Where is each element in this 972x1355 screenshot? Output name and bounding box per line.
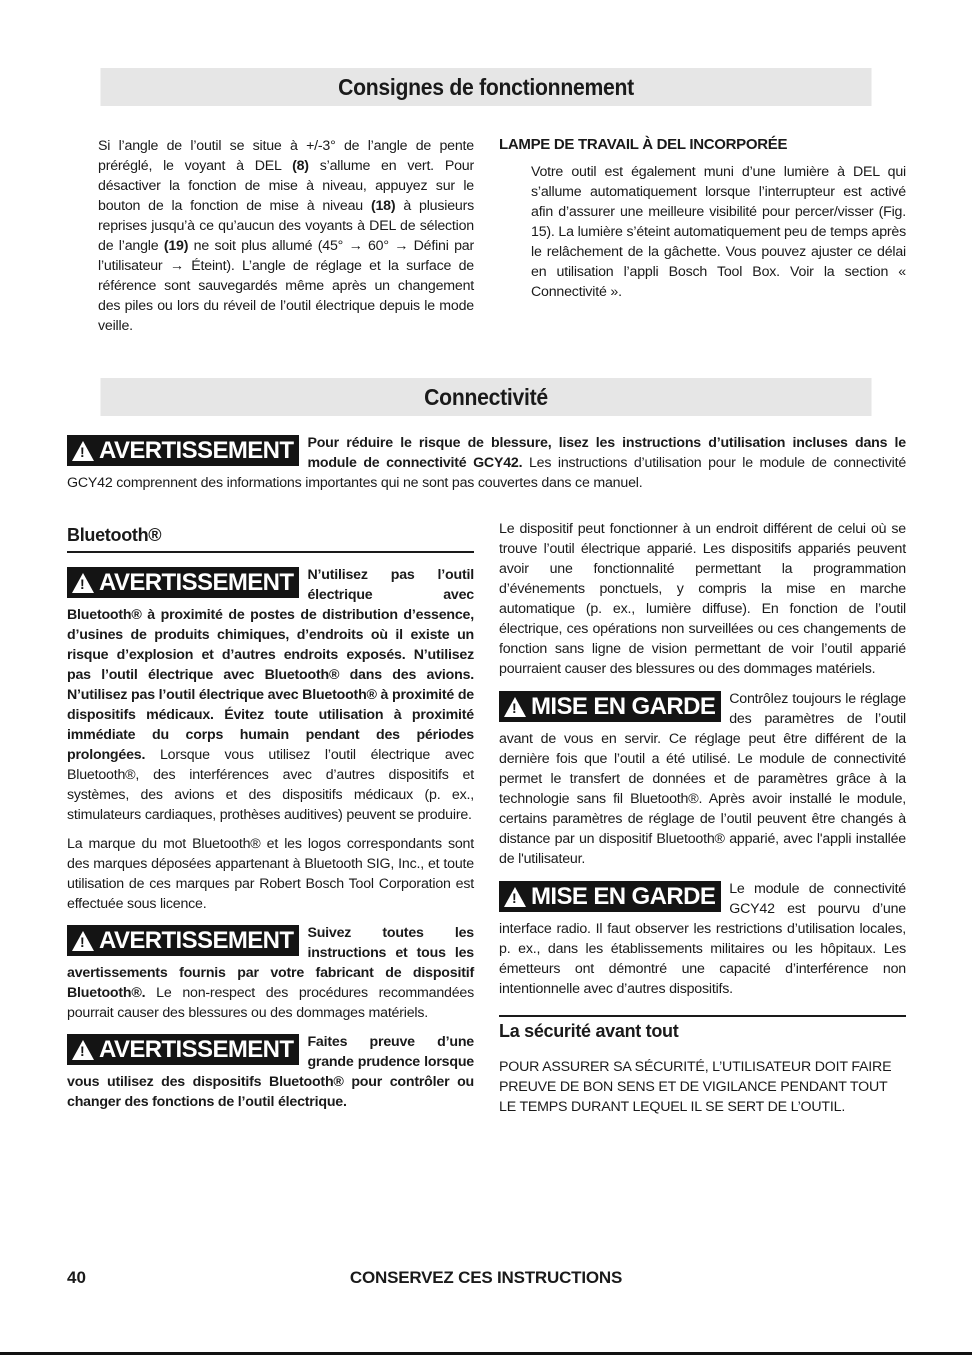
page-number: 40 bbox=[67, 1268, 86, 1287]
text-run: Si l’angle de l’outil se situe à +/-3° de l’angle de pente préréglé, le voyant à DEL bbox=[98, 138, 474, 174]
trademark-paragraph: La marque du mot Bluetooth® et les logos correspondants sont des marques déposées appartenant à Bluetooth SIG, Inc., et toute utilisation de ces marques par Robert Bosch Tool Corporation est effectuée sous licence. bbox=[67, 836, 474, 912]
leveling-paragraph bbox=[98, 136, 474, 336]
ref-number: (18) bbox=[370, 198, 396, 214]
warning-bold-text: Suivez toutes les instructions et tous les avertissements fournis par votre fabricant de dispositif Bluetooth®. bbox=[67, 925, 474, 1001]
warning-label: AVERTISSEMENT bbox=[99, 927, 294, 954]
warning-triangle-icon bbox=[72, 573, 94, 593]
led-lamp-section bbox=[499, 135, 906, 302]
caution-label: MISE EN GARDE bbox=[531, 883, 716, 910]
caution-2 bbox=[499, 879, 906, 999]
bluetooth-title: Bluetooth® bbox=[67, 522, 474, 553]
led-lamp-title: LAMPE DE TRAVAIL À DEL INCORPORÉE bbox=[499, 136, 788, 153]
text-run: à plusieurs reprises jusqu’à ce qu’aucun des voyants à DEL de sélection de l’angle bbox=[98, 198, 474, 254]
right-column bbox=[499, 519, 906, 1117]
warning-text: Lorsque vous utilisez l’outil électrique avec Bluetooth®, des interférences avec d’autres dispositifs et systèmes, des avions et des dispositifs médicaux (p. ex., stimulateurs cardiaques, prothèses auditives) peuvent se produire. bbox=[67, 747, 474, 823]
caution-badge bbox=[499, 691, 721, 722]
warning-triangle-icon bbox=[72, 441, 94, 461]
connectivity-warning bbox=[67, 433, 906, 493]
warning-label: AVERTISSEMENT bbox=[99, 437, 294, 464]
safety-body: POUR ASSURER SA SÉCURITÉ, L’UTILISATEUR DOIT FAIRE PREUVE DE BON SENS ET DE VIGILANCE PENDANT TOUT LE TEMPS DURANT LEQUEL IL SE SERT DE L’OUTIL. bbox=[499, 1059, 892, 1115]
warning-badge bbox=[67, 435, 299, 466]
warning-triangle-icon bbox=[72, 931, 94, 951]
warning-label: AVERTISSEMENT bbox=[99, 569, 294, 596]
warning-bold-text: N’utilisez pas l’outil électrique avec Bluetooth® à proximité de postes de distribution d’essence, d’usines de produits chimiques, d’endroits où il existe un risque d’explosion et d’autres endroits exposés. N’utilisez pas l’outil électrique avec Bluetooth® dans des avions. N’utilisez pas l’outil électrique avec Bluetooth® à proximité de dispositifs médicaux. Évitez toute utilisation à proximité immédiate du corps humain pendant des périodes prolongées. bbox=[67, 567, 474, 763]
section-header-connectivity: Connectivité bbox=[101, 378, 872, 416]
section-header-operation: Consignes de fonctionnement bbox=[101, 68, 872, 106]
led-lamp-body: Votre outil est également muni d’une lumière à DEL qui s’allume automatiquement lorsque l’interrupteur est activé afin d’assurer une meilleure visibilité pour percer/visser (Fig. 15). La lumière s’éteint automatiquement peu de temps après le relâchement de la gâchette. Vous pouvez ajuster ce délai en utilisation l’appli Bosch Tool Box. Voir la section « Connectivité ». bbox=[531, 164, 906, 300]
warning-badge bbox=[67, 567, 299, 598]
footer-text: CONSERVEZ CES INSTRUCTIONS bbox=[349, 1268, 623, 1287]
bluetooth-warning-1 bbox=[67, 565, 474, 825]
text-run: s’allume en vert. Pour désactiver la fonction de mise à niveau, appuyez sur le bouton de la fonction de mise à niveau bbox=[98, 158, 474, 214]
warning-triangle-icon bbox=[504, 697, 526, 717]
caution-1 bbox=[499, 689, 906, 869]
ref-number: (8) bbox=[292, 158, 309, 174]
ref-number: (19) bbox=[163, 238, 189, 254]
warning-badge bbox=[67, 925, 299, 956]
text-run: ne soit plus allumé (45° → 60° → Défini par l’utilisateur → Éteint). L’angle de réglage et la surface de référence sont sauvegardés même après un changement des piles ou lors du réveil de l’outil électrique depuis le mode veille. bbox=[98, 238, 475, 334]
caution-badge bbox=[499, 881, 721, 912]
warning-text: Le non-respect des procédures recommandées pourrait causer des blessures ou des dommages matériels. bbox=[67, 985, 474, 1021]
bluetooth-warning-2 bbox=[67, 923, 474, 1023]
warning-bold-text: Faites preuve d’une grande prudence lorsque vous utilisez des dispositifs Bluetooth® pour contrôler ou changer des fonctions de l’outil électrique. bbox=[67, 1034, 474, 1110]
warning-text: Les instructions d’utilisation pour le module de connectivité GCY42 comprennent des informations importantes qui ne sont pas couvertes dans ce manuel. bbox=[67, 455, 907, 491]
caution-text: Le module de connectivité GCY42 est pourvu d’une interface radio. Il faut observer les restrictions d’utilisation locales, p. ex., dans les établissements militaires ou les hôpitaux. Les émetteurs ont démontré une capacité d’interférence non intentionnelle avec d’autres dispositifs. bbox=[499, 881, 906, 997]
paired-device-paragraph: Le dispositif peut fonctionner à un endroit différent de celui où se trouve l’outil électrique apparié. Les dispositifs appariés peuvent avoir une fonctionnalité permettant la programmation d’événements ponctuels, y compris la mise en marche automatique (p. ex., lumière diffuse). En fonction de l’outil électrique, ces opérations non surveillées ou ces changements de fonction sans ligne de vision permettant de voir l’outil apparié pourraient causer des blessures ou des dommages matériels. bbox=[499, 521, 906, 677]
warning-triangle-icon bbox=[72, 1040, 94, 1060]
bluetooth-warning-3 bbox=[67, 1032, 474, 1112]
warning-triangle-icon bbox=[504, 887, 526, 907]
safety-title: La sécurité avant tout bbox=[499, 1015, 906, 1047]
warning-badge bbox=[67, 1034, 299, 1065]
bluetooth-section bbox=[67, 522, 474, 1112]
caution-text: Contrôlez toujours le réglage des paramètres de l’outil avant de vous en servir. Ce réglage peut être différent de la dernière fois que l’outil a été utilisé. Le module de connectivité permet le transfert de données et de paramètres grâce à la technologie sans fil Bluetooth®. Après avoir installé le module, certains paramètres de réglage de l’outil peuvent être changés à distance par un dispositif Bluetooth® apparié, avec l'appli installée de l'utilisateur. bbox=[499, 691, 906, 867]
warning-bold-text: Pour réduire le risque de blessure, lisez les instructions d’utilisation incluses dans le module de connectivité GCY42. bbox=[307, 435, 906, 471]
caution-label: MISE EN GARDE bbox=[531, 693, 716, 720]
warning-label: AVERTISSEMENT bbox=[99, 1036, 294, 1063]
